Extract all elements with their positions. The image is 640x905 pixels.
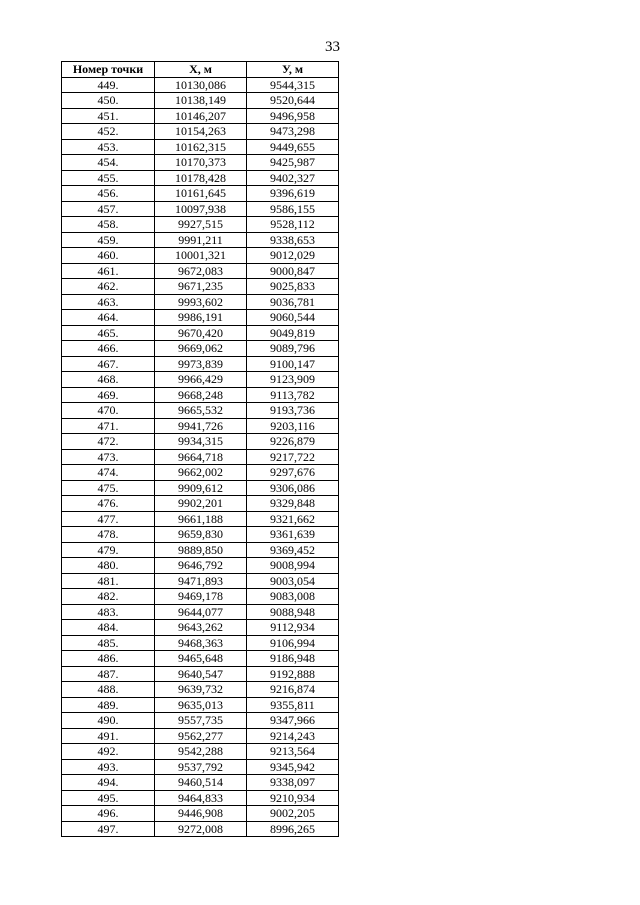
cell-y: 9106,994 <box>247 635 339 651</box>
cell-y: 9060,544 <box>247 310 339 326</box>
cell-point-number: 484. <box>62 620 155 636</box>
cell-y: 9520,644 <box>247 93 339 109</box>
cell-point-number: 494. <box>62 775 155 791</box>
cell-point-number: 474. <box>62 465 155 481</box>
table-row <box>62 217 339 233</box>
cell-y: 9083,008 <box>247 589 339 605</box>
cell-x: 9446,908 <box>155 806 247 822</box>
cell-point-number: 497. <box>62 821 155 837</box>
cell-x: 10154,263 <box>155 124 247 140</box>
cell-x: 9665,532 <box>155 403 247 419</box>
table-row <box>62 372 339 388</box>
table-row <box>62 790 339 806</box>
table-row <box>62 589 339 605</box>
table-row <box>62 635 339 651</box>
cell-point-number: 469. <box>62 387 155 403</box>
table-row <box>62 387 339 403</box>
table-row <box>62 558 339 574</box>
table-row <box>62 124 339 140</box>
cell-x: 9644,077 <box>155 604 247 620</box>
cell-y: 9000,847 <box>247 263 339 279</box>
cell-y: 9361,639 <box>247 527 339 543</box>
table-row <box>62 775 339 791</box>
cell-x: 9668,248 <box>155 387 247 403</box>
cell-x: 9672,083 <box>155 263 247 279</box>
cell-y: 9036,781 <box>247 294 339 310</box>
table-row <box>62 310 339 326</box>
table-row <box>62 356 339 372</box>
cell-point-number: 485. <box>62 635 155 651</box>
cell-y: 9496,958 <box>247 108 339 124</box>
cell-point-number: 471. <box>62 418 155 434</box>
cell-x: 9934,315 <box>155 434 247 450</box>
table-row <box>62 170 339 186</box>
cell-point-number: 450. <box>62 93 155 109</box>
cell-y: 9123,909 <box>247 372 339 388</box>
cell-y: 9049,819 <box>247 325 339 341</box>
cell-x: 9639,732 <box>155 682 247 698</box>
cell-x: 9669,062 <box>155 341 247 357</box>
table-body <box>62 77 339 837</box>
table-row <box>62 620 339 636</box>
table-row <box>62 139 339 155</box>
table-row <box>62 682 339 698</box>
cell-y: 9528,112 <box>247 217 339 233</box>
cell-x: 9889,850 <box>155 542 247 558</box>
cell-y: 8996,265 <box>247 821 339 837</box>
cell-x: 10001,321 <box>155 248 247 264</box>
cell-y: 9100,147 <box>247 356 339 372</box>
cell-point-number: 478. <box>62 527 155 543</box>
cell-y: 9226,879 <box>247 434 339 450</box>
cell-point-number: 464. <box>62 310 155 326</box>
cell-point-number: 467. <box>62 356 155 372</box>
cell-point-number: 466. <box>62 341 155 357</box>
cell-y: 9345,942 <box>247 759 339 775</box>
cell-y: 9192,888 <box>247 666 339 682</box>
cell-y: 9089,796 <box>247 341 339 357</box>
header-row <box>62 62 339 78</box>
cell-y: 9186,948 <box>247 651 339 667</box>
cell-point-number: 476. <box>62 496 155 512</box>
cell-x: 9468,363 <box>155 635 247 651</box>
cell-point-number: 457. <box>62 201 155 217</box>
table-row <box>62 480 339 496</box>
header-x: Х, м <box>155 62 247 78</box>
cell-x: 9542,288 <box>155 744 247 760</box>
table-row <box>62 155 339 171</box>
table-row <box>62 325 339 341</box>
cell-y: 9012,029 <box>247 248 339 264</box>
cell-y: 9113,782 <box>247 387 339 403</box>
table-row <box>62 651 339 667</box>
cell-y: 9003,054 <box>247 573 339 589</box>
cell-point-number: 480. <box>62 558 155 574</box>
cell-x: 10138,149 <box>155 93 247 109</box>
cell-x: 9662,002 <box>155 465 247 481</box>
cell-y: 9297,676 <box>247 465 339 481</box>
cell-x: 9562,277 <box>155 728 247 744</box>
cell-y: 9369,452 <box>247 542 339 558</box>
cell-x: 9557,735 <box>155 713 247 729</box>
cell-y: 9329,848 <box>247 496 339 512</box>
cell-point-number: 496. <box>62 806 155 822</box>
cell-x: 10130,086 <box>155 77 247 93</box>
cell-x: 10097,938 <box>155 201 247 217</box>
table-row <box>62 759 339 775</box>
coordinates-table <box>61 61 339 837</box>
cell-x: 9670,420 <box>155 325 247 341</box>
cell-x: 9646,792 <box>155 558 247 574</box>
cell-y: 9338,653 <box>247 232 339 248</box>
cell-x: 9640,547 <box>155 666 247 682</box>
table-row <box>62 821 339 837</box>
table-row <box>62 108 339 124</box>
table-row <box>62 279 339 295</box>
cell-point-number: 482. <box>62 589 155 605</box>
cell-y: 9002,205 <box>247 806 339 822</box>
table-row <box>62 573 339 589</box>
table-row <box>62 527 339 543</box>
table-row <box>62 341 339 357</box>
cell-point-number: 459. <box>62 232 155 248</box>
cell-point-number: 460. <box>62 248 155 264</box>
cell-point-number: 468. <box>62 372 155 388</box>
cell-y: 9008,994 <box>247 558 339 574</box>
cell-point-number: 463. <box>62 294 155 310</box>
table-header <box>62 62 339 78</box>
cell-x: 10170,373 <box>155 155 247 171</box>
cell-y: 9586,155 <box>247 201 339 217</box>
cell-x: 9471,893 <box>155 573 247 589</box>
cell-y: 9213,564 <box>247 744 339 760</box>
cell-point-number: 452. <box>62 124 155 140</box>
cell-point-number: 451. <box>62 108 155 124</box>
cell-point-number: 470. <box>62 403 155 419</box>
cell-y: 9544,315 <box>247 77 339 93</box>
table-row <box>62 496 339 512</box>
cell-point-number: 477. <box>62 511 155 527</box>
cell-y: 9449,655 <box>247 139 339 155</box>
cell-y: 9025,833 <box>247 279 339 295</box>
table-row <box>62 744 339 760</box>
cell-x: 10146,207 <box>155 108 247 124</box>
cell-x: 9272,008 <box>155 821 247 837</box>
cell-point-number: 490. <box>62 713 155 729</box>
table-row <box>62 511 339 527</box>
table-row <box>62 542 339 558</box>
cell-point-number: 449. <box>62 77 155 93</box>
cell-y: 9088,948 <box>247 604 339 620</box>
cell-y: 9347,966 <box>247 713 339 729</box>
cell-x: 9909,612 <box>155 480 247 496</box>
cell-point-number: 488. <box>62 682 155 698</box>
cell-point-number: 472. <box>62 434 155 450</box>
cell-point-number: 491. <box>62 728 155 744</box>
table-row <box>62 434 339 450</box>
cell-y: 9355,811 <box>247 697 339 713</box>
cell-y: 9338,097 <box>247 775 339 791</box>
cell-x: 10178,428 <box>155 170 247 186</box>
table-row <box>62 728 339 744</box>
cell-x: 10161,645 <box>155 186 247 202</box>
cell-x: 9537,792 <box>155 759 247 775</box>
cell-x: 9464,833 <box>155 790 247 806</box>
table-row <box>62 604 339 620</box>
table-row <box>62 77 339 93</box>
cell-x: 9902,201 <box>155 496 247 512</box>
cell-x: 9986,191 <box>155 310 247 326</box>
cell-y: 9112,934 <box>247 620 339 636</box>
cell-point-number: 483. <box>62 604 155 620</box>
cell-y: 9214,243 <box>247 728 339 744</box>
cell-point-number: 462. <box>62 279 155 295</box>
cell-x: 9465,648 <box>155 651 247 667</box>
cell-point-number: 481. <box>62 573 155 589</box>
header-point-number: Номер точки <box>62 62 155 78</box>
table-row <box>62 232 339 248</box>
cell-point-number: 495. <box>62 790 155 806</box>
cell-point-number: 486. <box>62 651 155 667</box>
cell-x: 9927,515 <box>155 217 247 233</box>
table-row <box>62 403 339 419</box>
cell-x: 9643,262 <box>155 620 247 636</box>
cell-y: 9396,619 <box>247 186 339 202</box>
cell-y: 9402,327 <box>247 170 339 186</box>
table-row <box>62 186 339 202</box>
cell-x: 9991,211 <box>155 232 247 248</box>
cell-y: 9425,987 <box>247 155 339 171</box>
cell-x: 9993,602 <box>155 294 247 310</box>
cell-point-number: 453. <box>62 139 155 155</box>
cell-point-number: 487. <box>62 666 155 682</box>
cell-point-number: 475. <box>62 480 155 496</box>
cell-point-number: 489. <box>62 697 155 713</box>
table-row <box>62 93 339 109</box>
cell-point-number: 455. <box>62 170 155 186</box>
table-row <box>62 697 339 713</box>
cell-point-number: 456. <box>62 186 155 202</box>
cell-y: 9217,722 <box>247 449 339 465</box>
cell-x: 9966,429 <box>155 372 247 388</box>
cell-y: 9193,736 <box>247 403 339 419</box>
cell-point-number: 473. <box>62 449 155 465</box>
cell-x: 9973,839 <box>155 356 247 372</box>
cell-point-number: 461. <box>62 263 155 279</box>
cell-x: 9671,235 <box>155 279 247 295</box>
cell-point-number: 493. <box>62 759 155 775</box>
table-row <box>62 294 339 310</box>
table-row <box>62 418 339 434</box>
table-row <box>62 263 339 279</box>
table-row <box>62 666 339 682</box>
table-row <box>62 465 339 481</box>
cell-x: 9941,726 <box>155 418 247 434</box>
cell-point-number: 458. <box>62 217 155 233</box>
cell-point-number: 465. <box>62 325 155 341</box>
cell-y: 9473,298 <box>247 124 339 140</box>
cell-y: 9306,086 <box>247 480 339 496</box>
table-row <box>62 201 339 217</box>
cell-x: 9635,013 <box>155 697 247 713</box>
cell-x: 9659,830 <box>155 527 247 543</box>
cell-point-number: 479. <box>62 542 155 558</box>
cell-x: 9460,514 <box>155 775 247 791</box>
cell-y: 9210,934 <box>247 790 339 806</box>
table-row <box>62 449 339 465</box>
cell-y: 9321,662 <box>247 511 339 527</box>
page-number: 33 <box>325 39 340 55</box>
table-row <box>62 248 339 264</box>
cell-x: 9664,718 <box>155 449 247 465</box>
cell-y: 9216,874 <box>247 682 339 698</box>
cell-y: 9203,116 <box>247 418 339 434</box>
table-row <box>62 806 339 822</box>
cell-point-number: 454. <box>62 155 155 171</box>
cell-x: 10162,315 <box>155 139 247 155</box>
cell-x: 9469,178 <box>155 589 247 605</box>
cell-x: 9661,188 <box>155 511 247 527</box>
table-row <box>62 713 339 729</box>
cell-point-number: 492. <box>62 744 155 760</box>
header-y: У, м <box>247 62 339 78</box>
